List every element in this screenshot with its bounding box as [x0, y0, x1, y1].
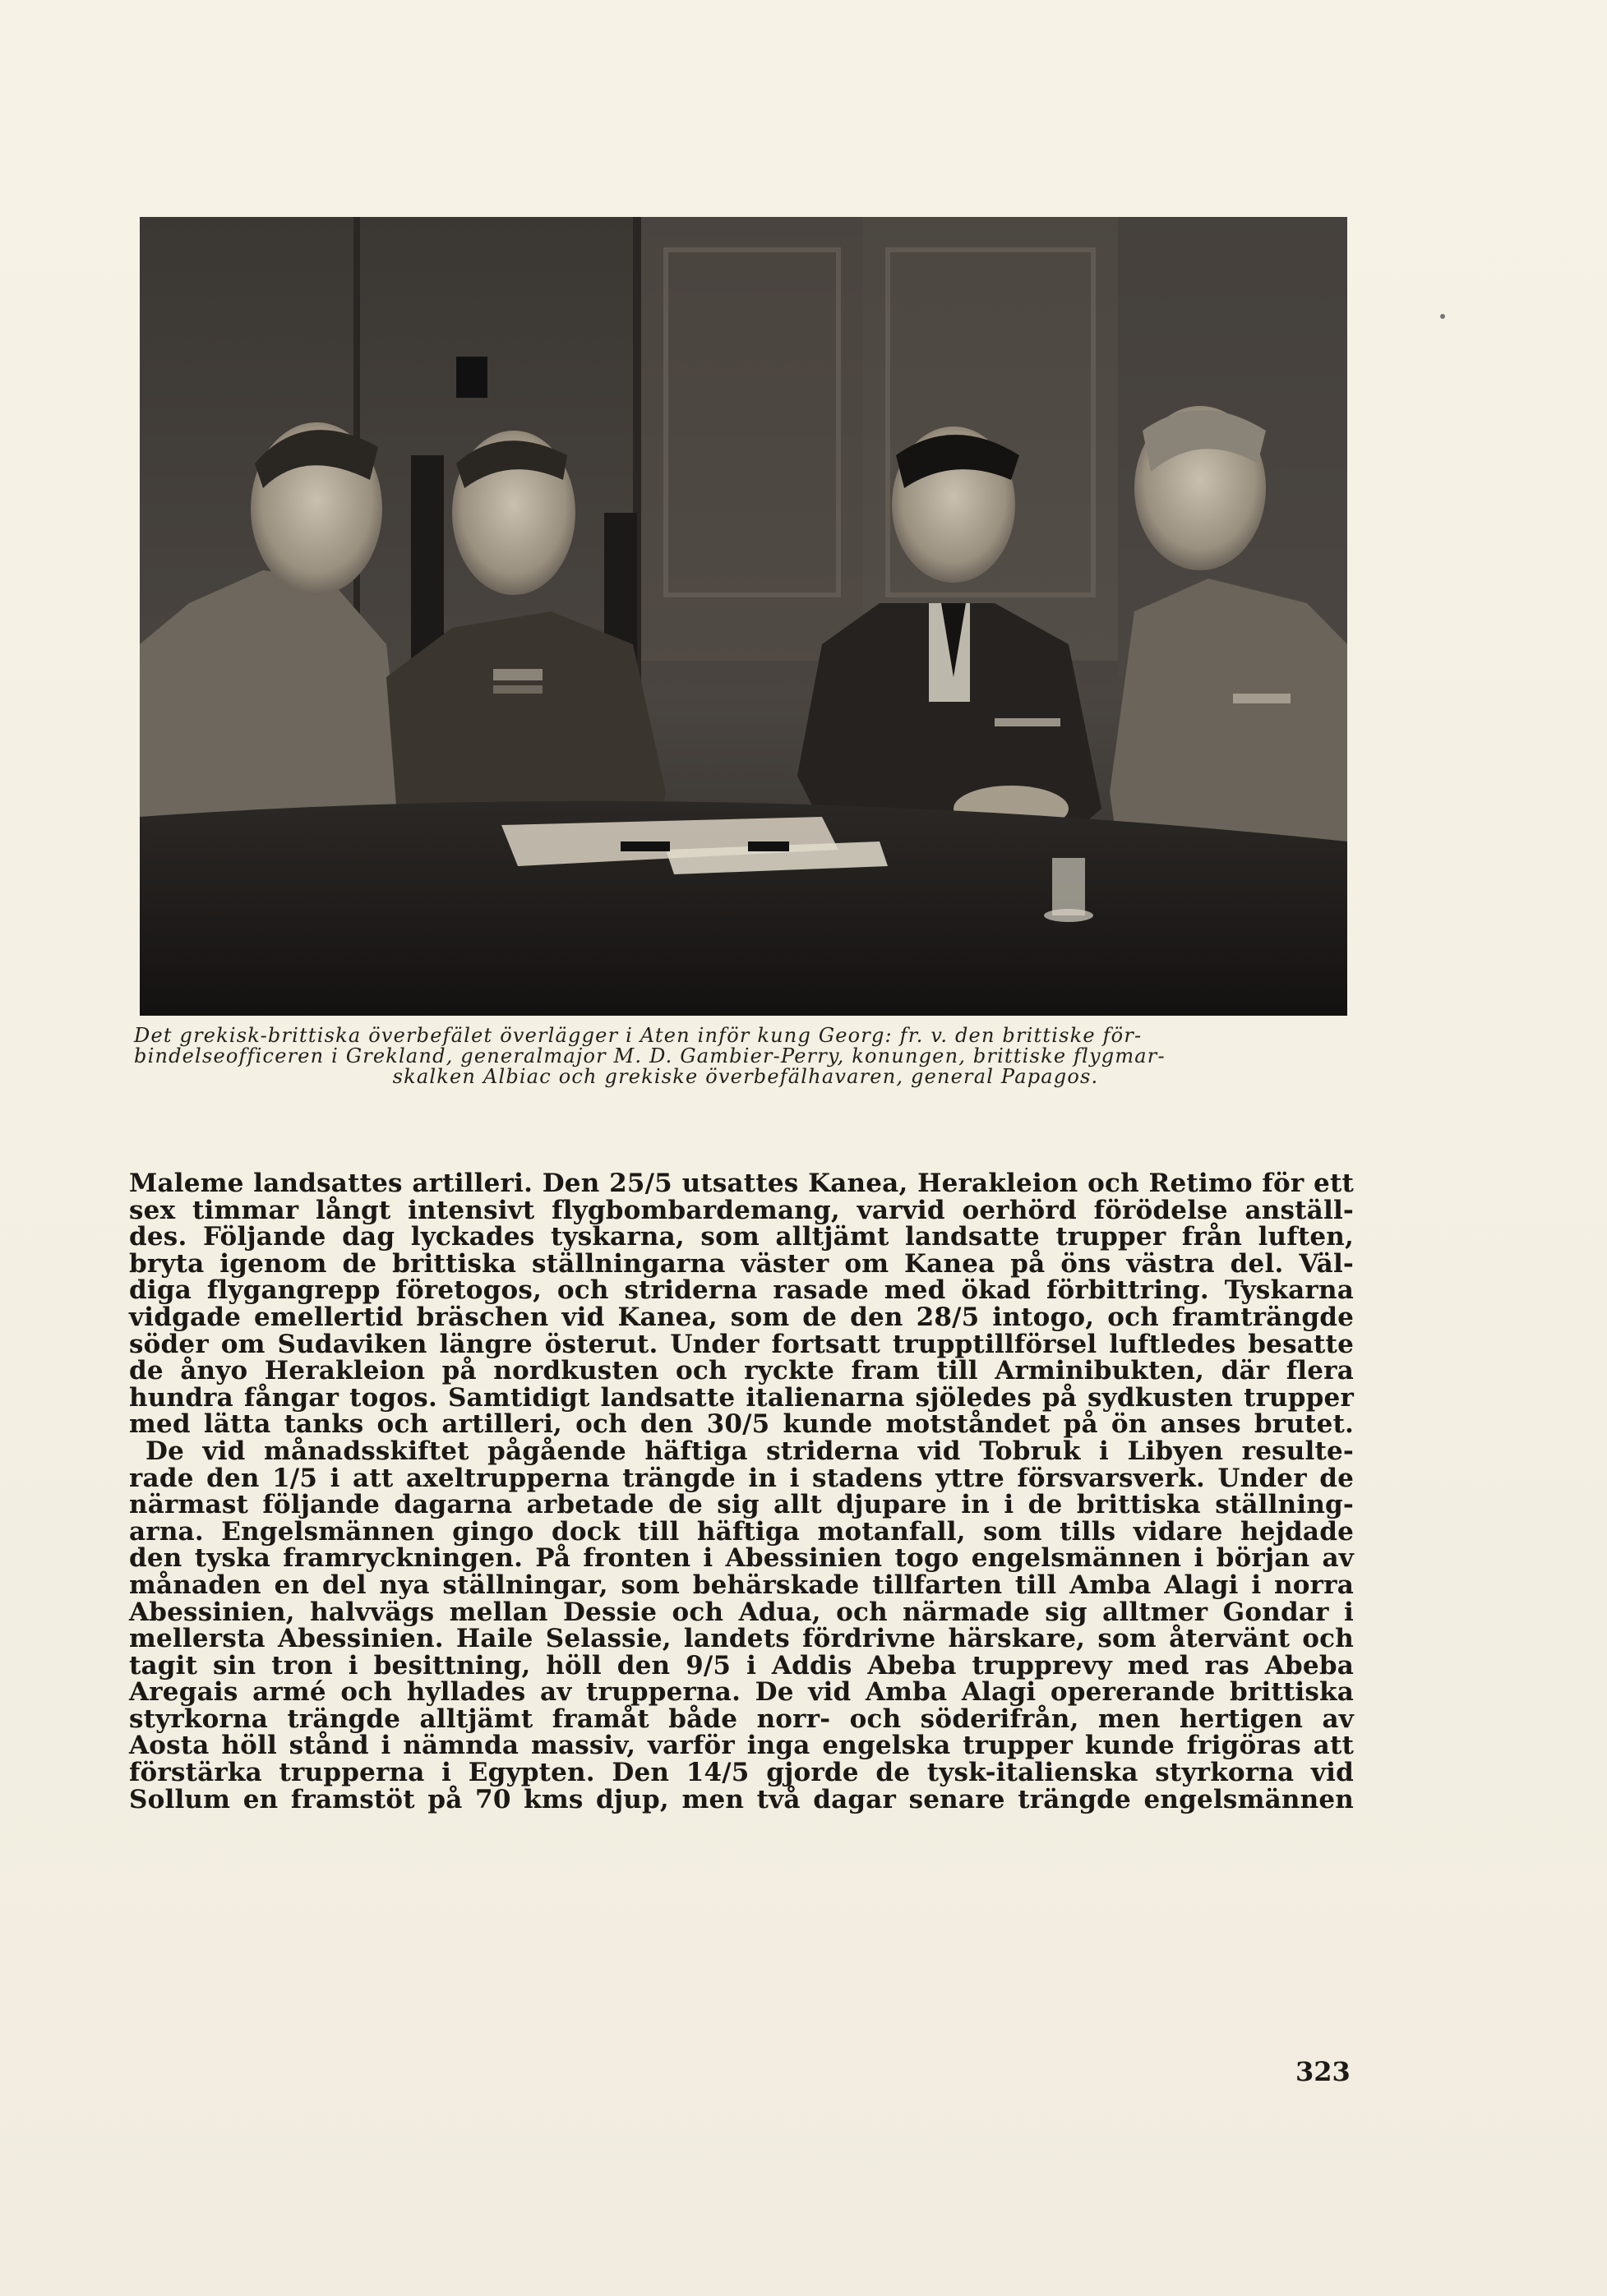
body-line: med lätta tanks och artilleri, och den 30/5 kunde motståndet på ön anses brutet.	[129, 1409, 1354, 1440]
body-line: mellersta Abessinien. Haile Selassie, landets fördrivne härskare, som återvänt och	[129, 1624, 1354, 1654]
body-line: Aosta höll stånd i nämnda massiv, varför inga engelska trupper kunde frigöras att	[129, 1731, 1354, 1761]
body-line: hundra fångar togos. Samtidigt landsatte italienarna sjöledes på sydkusten trupper	[129, 1382, 1354, 1413]
photograph-icon	[140, 217, 1347, 1016]
body-line: Maleme landsattes artilleri. Den 25/5 utsattes Kanea, Herakleion och Retimo för ett	[129, 1169, 1354, 1198]
caption-line: Det grekisk-brittiska överbefälet överlägger i Aten inför kung Georg: fr. v. den brittiske för-	[134, 1024, 1143, 1047]
body-line: månaden en del nya ställningar, som behärskade tillfarten till Amba Alagi i norra	[129, 1570, 1354, 1600]
body-line: arna. Engelsmännen gingo dock till häftiga motanfall, som tills vidare hejdade	[129, 1516, 1354, 1547]
paper-speck	[1440, 314, 1445, 319]
body-text	[129, 1170, 1354, 1813]
body-line: vidgade emellertid bräschen vid Kanea, som de den 28/5 intogo, och framträngde	[129, 1302, 1354, 1332]
body-line: De vid månadsskiftet pågående häftiga striderna vid Tobruk i Libyen resulte-	[145, 1436, 1354, 1466]
body-line: rade den 1/5 i att axeltrupperna trängde in i stadens yttre försvarsverk. Under de	[129, 1463, 1354, 1493]
body-line: bryta igenom de brittiska ställningarna väster om Kanea på öns västra del. Väl-	[129, 1248, 1354, 1279]
body-line: närmast följande dagarna arbetade de sig allt djupare in i de brittiska ställning-	[129, 1490, 1354, 1520]
body-line: diga flygangrepp företogos, och striderna rasade med ökad förbittring. Tyskarna	[129, 1275, 1354, 1306]
caption-line: skalken Albiac och grekiske överbefälhavaren, general Papagos.	[392, 1065, 1099, 1088]
body-line: de ånyo Herakleion på nordkusten och ryckte fram till Arminibukten, där flera	[129, 1356, 1354, 1386]
body-line: den tyska framryckningen. På fronten i Abessinien togo engelsmännen i början av	[129, 1543, 1354, 1574]
photograph	[140, 217, 1347, 1016]
body-line: Aregais armé och hyllades av trupperna. De vid Amba Alagi opererande brittiska	[129, 1677, 1354, 1708]
page-number: 323	[1295, 2056, 1351, 2087]
body-line: sex timmar långt intensivt flygbombardemang, varvid oerhörd förödelse anställ-	[129, 1195, 1354, 1225]
body-line: söder om Sudaviken längre österut. Under fortsatt trupptillförsel luftledes besatte	[129, 1329, 1354, 1359]
body-line: Sollum en framstöt på 70 kms djup, men två dagar senare trängde engelsmännen	[129, 1784, 1354, 1814]
body-line: des. Följande dag lyckades tyskarna, som alltjämt landsatte trupper från luften,	[129, 1222, 1354, 1252]
body-line: Abessinien, halvvägs mellan Dessie och Adua, och närmade sig alltmer Gondar i	[129, 1597, 1354, 1627]
body-line: styrkorna trängde alltjämt framåt både norr- och söderifrån, men hertigen av	[129, 1704, 1354, 1734]
caption-line: bindelseofficeren i Grekland, generalmajor M. D. Gambier-Perry, konungen, brittiske flygmar-	[134, 1044, 1166, 1067]
photo-caption	[134, 1026, 1357, 1087]
body-line: tagit sin tron i besittning, höll den 9/5 i Addis Abeba trupprevy med ras Abeba	[129, 1650, 1354, 1681]
body-line: förstärka trupperna i Egypten. Den 14/5 gjorde de tysk-italienska styrkorna vid	[129, 1758, 1354, 1788]
